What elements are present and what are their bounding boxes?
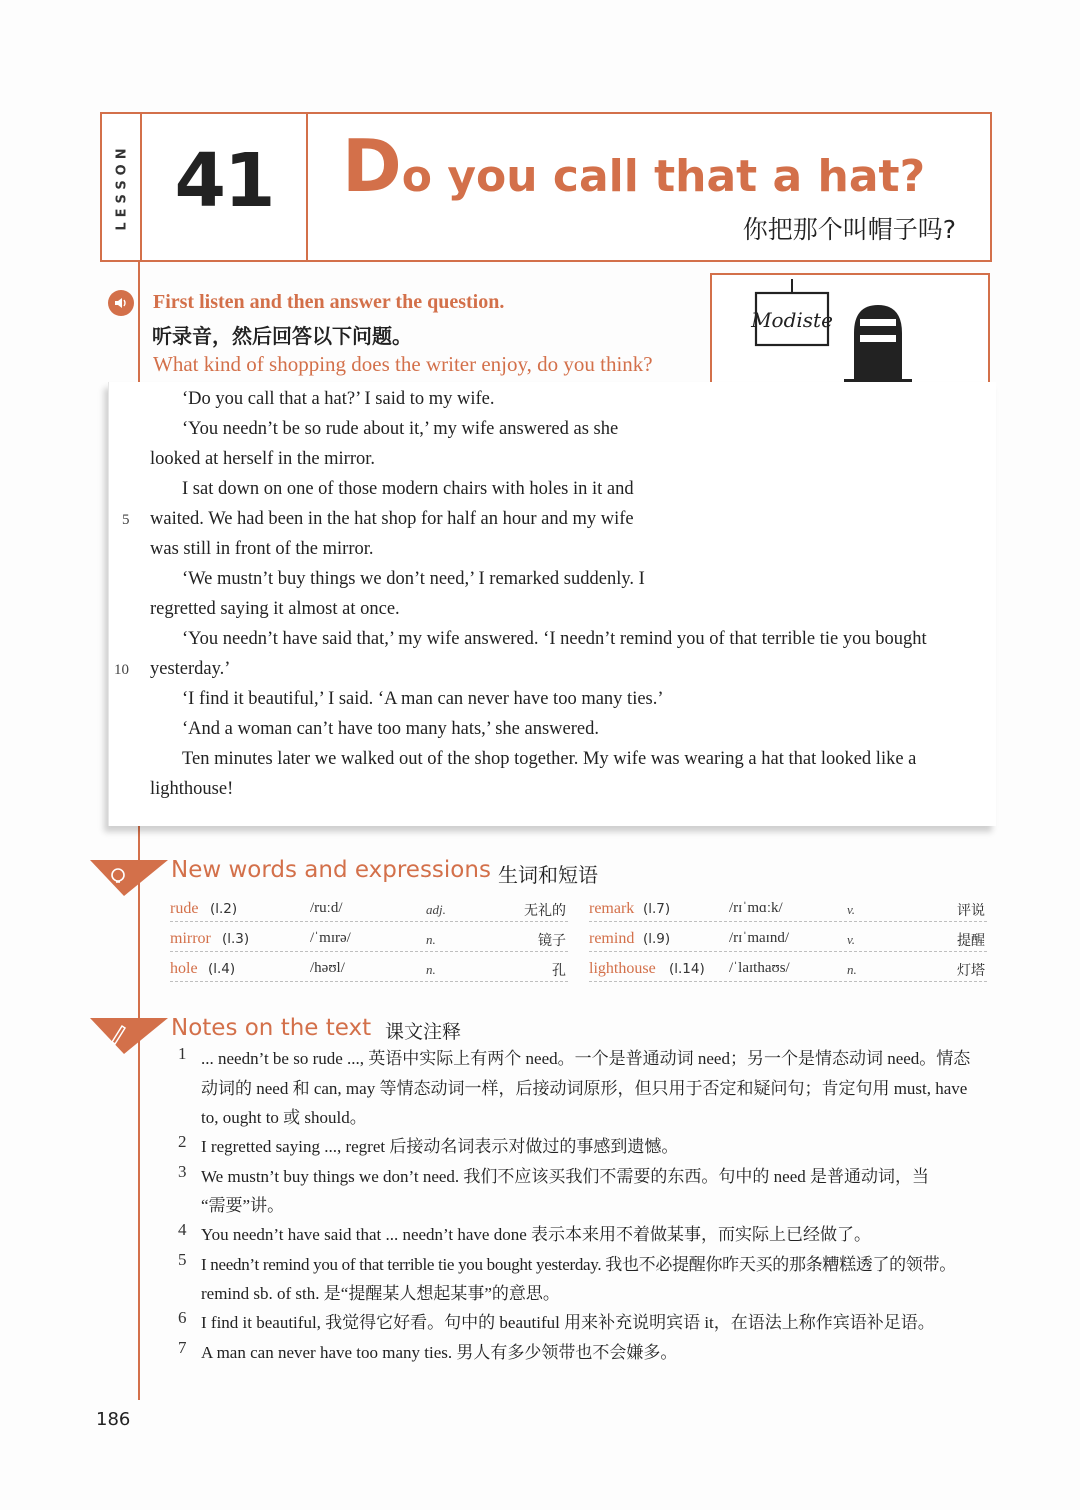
- vocab-line-ref: (l.3): [222, 931, 250, 947]
- note-number: 4: [178, 1220, 187, 1239]
- passage-line: was still in front of the mirror.: [150, 539, 374, 559]
- title-rest: o you call that a hat?: [401, 151, 926, 202]
- title-first-letter: D: [342, 124, 402, 208]
- passage-line: ‘We mustn’t buy things we don’t need,’ I remarked suddenly. I: [182, 569, 645, 589]
- lesson-title: [342, 124, 925, 208]
- lesson-number: 41: [174, 138, 274, 224]
- note-line: 动词的 need 和 can, may 等情态动词一样，后接动词原形，但只用于否定和疑问句；肯定句用 must, have: [201, 1079, 968, 1098]
- note-number: 2: [178, 1132, 187, 1151]
- vocab-meaning: 灯塔: [957, 963, 985, 979]
- vocab-meaning: 镜子: [538, 933, 566, 949]
- lesson-number-cell: [144, 114, 308, 260]
- vocab-word: mirror: [170, 930, 211, 947]
- vocab-meaning: 孔: [552, 963, 566, 979]
- lesson-header: [100, 112, 992, 262]
- shop-sign: [750, 279, 833, 345]
- listen-instruction-cn: 听录音，然后回答以下问题。: [152, 324, 412, 348]
- passage-line: lighthouse!: [150, 779, 234, 799]
- note-line: to, ought to 或 should。: [201, 1108, 367, 1127]
- vocab-word: rude: [170, 900, 199, 917]
- vocab-line-ref: (l.14): [669, 961, 705, 977]
- vocab-row: [170, 896, 568, 922]
- vocab-pos: n.: [426, 962, 436, 977]
- passage-line: ‘Do you call that a hat?’ I said to my wife.: [182, 389, 495, 409]
- vocab-pos: v.: [847, 902, 856, 917]
- vocab-line-ref: (l.2): [210, 901, 238, 917]
- lesson-title-cn: 你把那个叫帽子吗?: [742, 215, 956, 244]
- notes-section-title: Notes on the text: [171, 1015, 372, 1041]
- notes-section-title-cn: 课文注释: [385, 1021, 462, 1043]
- note-number: 7: [178, 1338, 187, 1357]
- passage-line: waited. We had been in the hat shop for half an hour and my wife: [150, 509, 634, 529]
- words-section-title-cn: 生词和短语: [498, 863, 598, 887]
- note-number: 6: [178, 1308, 187, 1327]
- vocab-pos: v.: [847, 932, 856, 947]
- vocab-pron: /rɪˈmɑːk/: [729, 900, 783, 916]
- note-line: A man can never have too many ties. 男人有多少领带也不会嫌多。: [201, 1343, 678, 1362]
- passage-line: I sat down on one of those modern chairs with holes in it and: [182, 479, 634, 499]
- note-line: ... needn’t be so rude ..., 英语中实际上有两个 need。一个是普通动词 need；另一个是情态动词 need。情态: [201, 1049, 971, 1068]
- listen-instruction-en: First listen and then answer the question.: [153, 291, 505, 313]
- passage-line: ‘You needn’t be so rude about it,’ my wife answered as she: [182, 419, 619, 439]
- vocab-word: hole: [170, 960, 198, 977]
- vocab-row: [170, 926, 568, 952]
- vocab-pos: n.: [847, 962, 857, 977]
- vocab-pron: /rɪˈmaɪnd/: [729, 930, 789, 946]
- passage-line: ‘You needn’t have said that,’ my wife answered. ‘I needn’t remind you of that terrible tie you bought: [182, 629, 927, 649]
- note-line: remind sb. of sth. 是“提醒某人想起某事”的意思。: [201, 1284, 560, 1303]
- vocab-row: [170, 956, 568, 982]
- line-number: 10: [114, 662, 129, 678]
- vocab-line-ref: (l.7): [643, 901, 671, 917]
- lightbulb-icon: [90, 858, 170, 898]
- note-line: I find it beautiful, 我觉得它好看。句中的 beautiful 用来补充说明宾语 it，在语法上称作宾语补足语。: [201, 1313, 935, 1332]
- vocab-line-ref: (l.4): [208, 961, 236, 977]
- note-line: I regretted saying ..., regret 后接动名词表示对做过的事感到遗憾。: [201, 1137, 679, 1156]
- vocab-row: [589, 926, 987, 952]
- vocab-meaning: 无礼的: [524, 903, 566, 919]
- note-line: You needn’t have said that ... needn’t have done 表示本来用不着做某事，而实际上已经做了。: [201, 1225, 872, 1244]
- note-number: 5: [178, 1250, 187, 1269]
- passage-line: Ten minutes later we walked out of the shop together. My wife was wearing a hat that looked like a: [182, 749, 917, 769]
- listen-question: What kind of shopping does the writer enjoy, do you think?: [153, 352, 653, 376]
- sign-text: Modiste: [751, 308, 833, 332]
- vocab-pron: /ˈmɪrə/: [310, 930, 351, 946]
- vocab-word: remind: [589, 930, 635, 947]
- pen-icon: [90, 1016, 170, 1056]
- note-line: I needn’t remind you of that terrible tie you bought yesterday. 我也不必提醒你昨天买的那条糟糕透了的领带。: [201, 1255, 956, 1274]
- line-number: 5: [122, 512, 130, 528]
- vocab-meaning: 提醒: [957, 933, 985, 949]
- note-number: 1: [178, 1044, 187, 1063]
- vocab-row: [589, 896, 987, 922]
- note-number: 3: [178, 1162, 187, 1181]
- passage-line: regretted saying it almost at once.: [150, 599, 400, 619]
- speaker-icon[interactable]: [108, 290, 134, 316]
- passage-line: looked at herself in the mirror.: [150, 449, 376, 469]
- note-line: “需要”讲。: [201, 1196, 285, 1215]
- vocab-pos: adj.: [426, 902, 446, 917]
- vocab-pos: n.: [426, 932, 436, 947]
- vocab-row: [589, 956, 987, 982]
- vocab-meaning: 评说: [957, 903, 985, 919]
- vocab-word: remark: [589, 900, 635, 917]
- lesson-label-cell: [102, 114, 142, 260]
- vocab-pron: /ruːd/: [310, 900, 343, 916]
- vocab-pron: /ˈlaɪthaʊs/: [729, 960, 790, 976]
- passage-line: ‘I find it beautiful,’ I said. ‘A man can never have too many ties.’: [182, 689, 664, 709]
- vocab-line-ref: (l.9): [643, 931, 671, 947]
- lesson-label: LESSON: [114, 143, 130, 231]
- page-number: 186: [96, 1409, 131, 1430]
- passage-line: yesterday.’: [150, 659, 231, 679]
- words-section-title: New words and expressions: [171, 857, 491, 883]
- vocab-pron: /həʊl/: [310, 960, 345, 976]
- passage-line: ‘And a woman can’t have too many hats,’ she answered.: [182, 719, 599, 739]
- vocab-word: lighthouse: [589, 960, 656, 977]
- note-line: We mustn’t buy things we don’t need. 我们不应该买我们不需要的东西。句中的 need 是普通动词，当: [201, 1167, 930, 1186]
